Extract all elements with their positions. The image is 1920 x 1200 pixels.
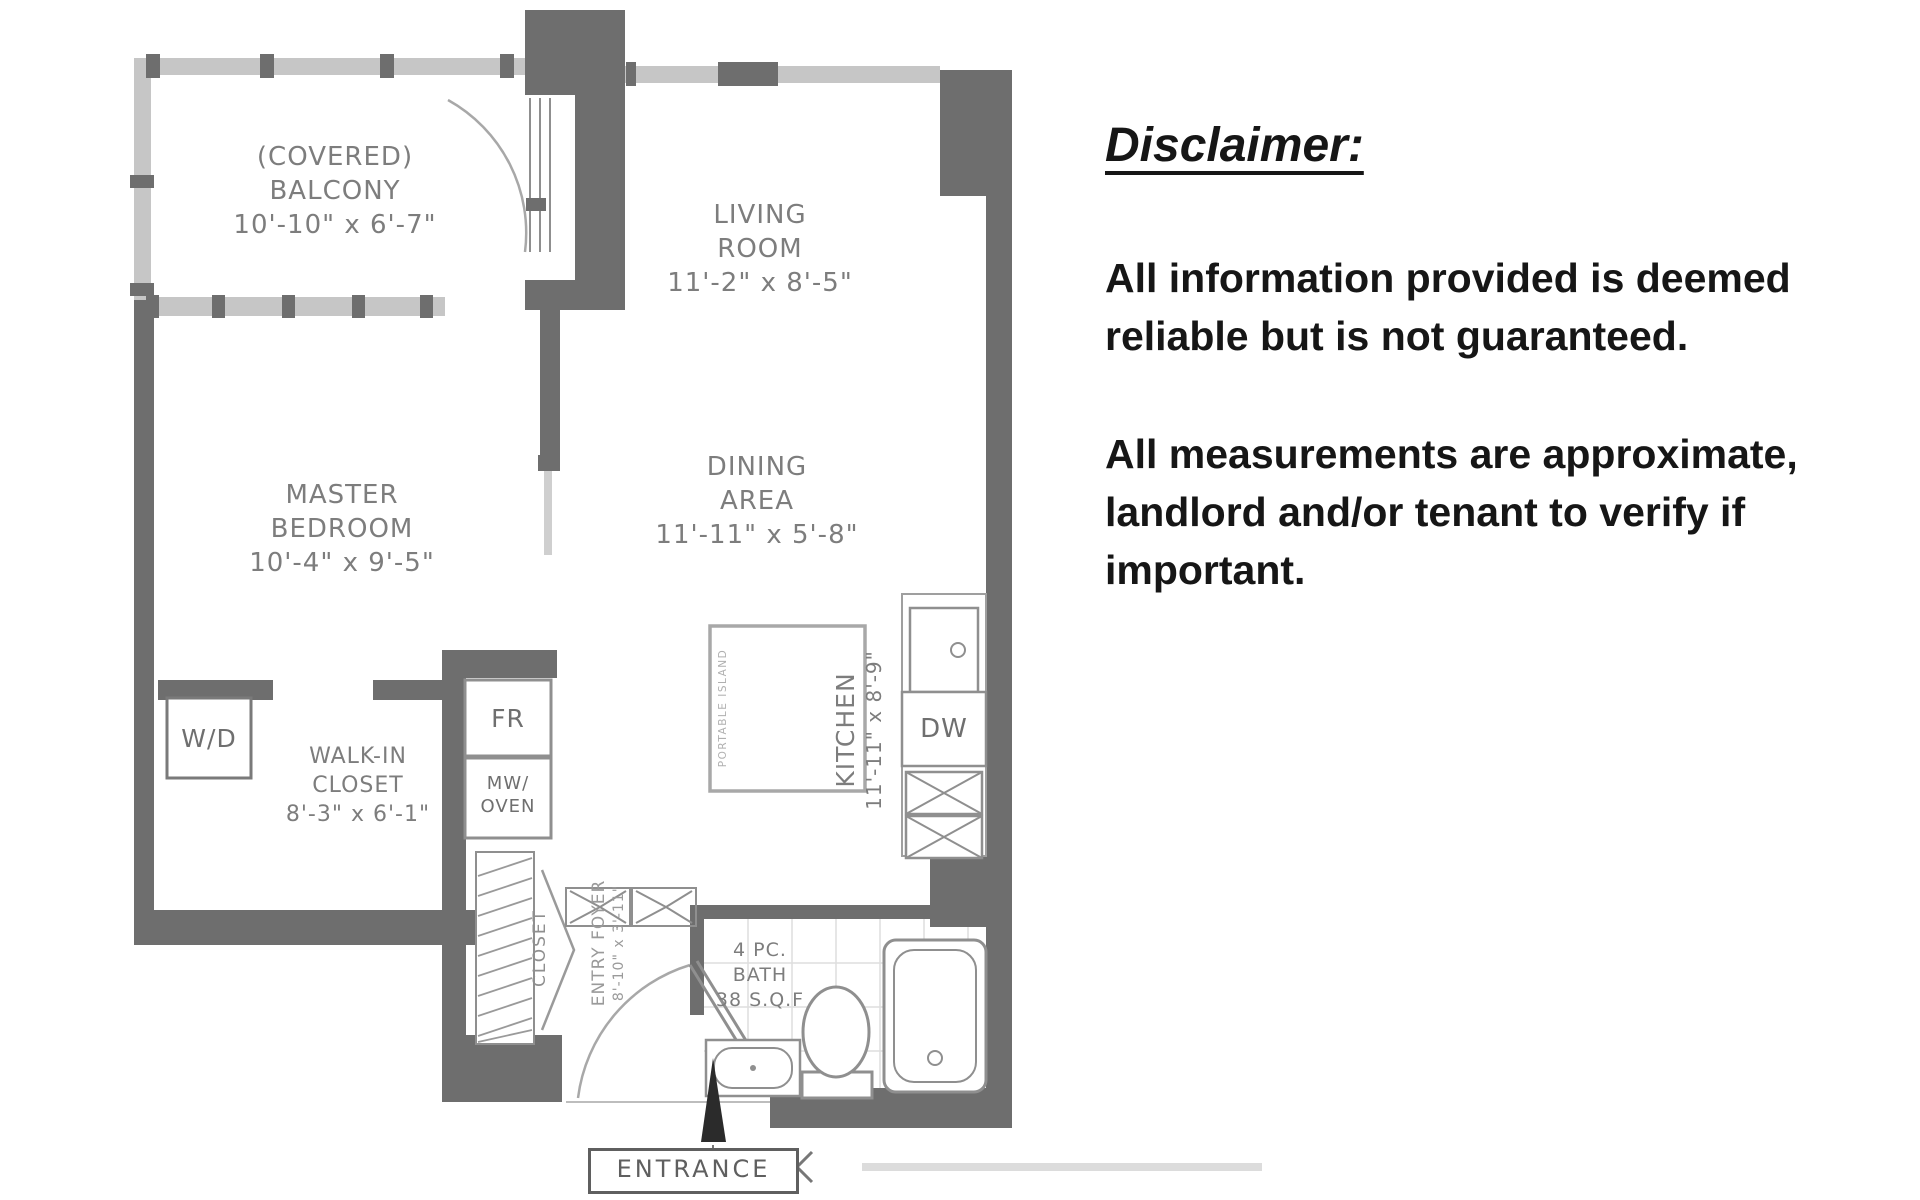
wall-segment	[442, 650, 466, 1102]
mullion	[420, 295, 433, 318]
scan-artifact-line	[862, 1163, 1262, 1171]
door-hinge	[526, 198, 546, 211]
wall-segment	[540, 310, 560, 460]
disclaimer-paragraph-2: All measurements are approximate, landlord and/or tenant to verify if important.	[1105, 431, 1798, 593]
balcony-door-leaf	[530, 98, 550, 252]
balcony-name: (COVERED)	[256, 142, 414, 172]
wall-segment	[538, 455, 560, 471]
wall-segment	[940, 70, 1012, 196]
living-room-name: LIVING	[713, 200, 807, 230]
living-room-label	[640, 198, 880, 300]
wall-segment	[525, 280, 575, 310]
bathtub-outer	[884, 940, 986, 1092]
kitchen-label	[831, 615, 889, 845]
interior-thin-wall	[544, 460, 552, 555]
portable-island-label: PORTABLE ISLAND	[717, 648, 729, 768]
dining-area-label	[637, 450, 877, 552]
basin-drain	[750, 1065, 756, 1071]
entry-foyer-label	[589, 853, 631, 1033]
mullion	[626, 62, 636, 86]
living-room-name: ROOM	[717, 234, 803, 264]
living-room-dims: 11'-2" x 8'-5"	[667, 268, 853, 298]
mullion	[260, 54, 274, 78]
living-window-wall	[625, 66, 940, 83]
balcony-label	[175, 140, 495, 242]
balcony-name: BALCONY	[269, 176, 401, 206]
entrance-pointer	[797, 1152, 812, 1182]
entry-foyer-dims: 8'-10" x 3'-11"	[611, 884, 627, 1002]
wall-segment	[986, 190, 1012, 1128]
master-bedroom-dims: 10'-4" x 9'-5"	[249, 548, 435, 578]
walk-in-closet-name: CLOSET	[312, 773, 404, 798]
kitchen-name: KITCHEN	[831, 672, 860, 788]
entrance-label: ENTRANCE	[588, 1148, 799, 1194]
wall-segment	[442, 1035, 562, 1102]
kitchen-dims: 11'-11" x 8'-9"	[862, 650, 886, 810]
wall-segment	[134, 910, 476, 945]
wall-segment	[525, 10, 575, 95]
mullion	[380, 54, 394, 78]
bath-name: 4 PC.	[733, 939, 787, 961]
bath-name: BATH	[732, 964, 788, 986]
dining-area-dims: 11'-11" x 5'-8"	[655, 520, 859, 550]
wall-segment	[134, 300, 154, 945]
bifold-marks	[566, 888, 696, 926]
fridge-label: FR	[491, 703, 525, 733]
dining-area-name: DINING	[706, 452, 808, 482]
disclaimer-panel	[1105, 118, 1845, 659]
mullion	[212, 295, 225, 318]
wall-segment	[373, 680, 465, 700]
closet-label: CLOSET	[530, 908, 550, 988]
walk-in-closet-label	[238, 742, 478, 829]
mullion	[130, 283, 154, 296]
mullion	[130, 175, 154, 188]
mullion	[282, 295, 295, 318]
master-bedroom-label	[222, 478, 462, 580]
balcony-dims: 10'-10" x 6'-7"	[233, 210, 437, 240]
bath-label	[700, 938, 820, 1013]
mullion	[500, 54, 514, 78]
washer-dryer-label: W/D	[181, 723, 237, 753]
bifold-triangles	[636, 891, 692, 923]
mullion	[352, 295, 365, 318]
kitchen-sink	[910, 608, 978, 692]
entry-closet	[476, 852, 534, 1044]
mullion	[146, 54, 160, 78]
walk-in-closet-name: WALK-IN	[309, 744, 407, 769]
microwave-line: MW/	[486, 773, 530, 794]
master-bedroom-name: BEDROOM	[270, 514, 414, 544]
window-break	[718, 62, 778, 86]
microwave-oven-label	[465, 772, 551, 818]
wall-segment	[700, 905, 932, 919]
balcony-top-rail	[134, 58, 558, 75]
wall-segment	[575, 10, 625, 310]
microwave-line: OVEN	[480, 796, 536, 817]
entry-foyer-name: ENTRY FOYER	[589, 879, 609, 1007]
master-bedroom-name: MASTER	[285, 480, 399, 510]
dining-area-name: AREA	[719, 486, 795, 516]
wall-segment	[450, 650, 557, 678]
walk-in-closet-dims: 8'-3" x 6'-1"	[285, 802, 431, 827]
disclaimer-title: Disclaimer:	[1105, 119, 1364, 172]
wall-segment	[930, 855, 1012, 927]
bath-area: 38 S.Q.F	[715, 989, 805, 1011]
dishwasher-label: DW	[920, 714, 968, 744]
disclaimer-paragraph-1: All information provided is deemed reliable but is not guaranteed.	[1105, 255, 1791, 359]
